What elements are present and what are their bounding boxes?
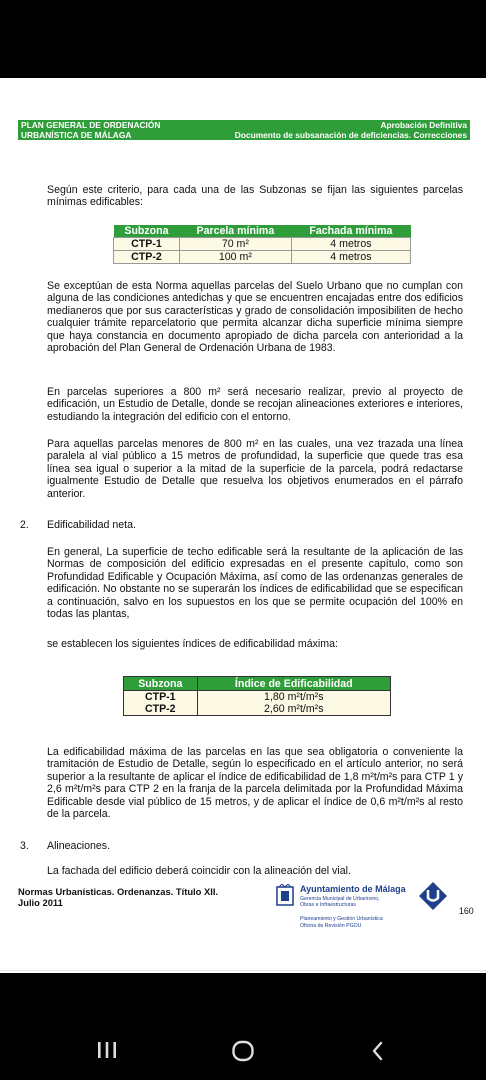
back-icon[interactable]: [370, 1041, 386, 1061]
table1-header-parcela: Parcela mínima: [179, 225, 291, 238]
paragraph-exceptions: Se exceptúan de esta Norma aquellas parcelas del Suelo Urbano que no cumplan con alguna de las condiciones antedichas y que se encuentren encajadas entre dos edificios medianeros que por sus características y grado de consolidación imposibiliten de hecho cualquier trámite reparcelatorio que permita alcanzar dicha superficie mínima siempre que haya constancia en documento apropiado de dicha parcela con anterioridad a la aprobación del Plan General de Ordenación Urbana de 1983.: [47, 280, 463, 355]
table2-cell: CTP-1: [124, 691, 198, 704]
section3-number: 3.: [20, 840, 29, 852]
paragraph-max-edificabilidad: La edificabilidad máxima de las parcelas en las que sea obligatoria o conveniente la tramitación de Estudio de Detalle, según lo especificado en el artículo anterior, no será superior a la resultante de aplicar el índice de edificabilidad de 1,8 m²t/m²s para CTP 1 y 2,6 m²t/m²s para CTP 2 en la franja de la parcela delimitada por la Profundidad Máxima Edificable desde vial público de 15 metros, y de aplicar el índice de 0,6 m²t/m²s al resto de la parcela.: [47, 746, 463, 821]
footer-line1: Normas Urbanísticas. Ordenanzas. Título XII.: [18, 886, 219, 897]
status-bar: [0, 0, 486, 78]
city-crest-icon: [276, 884, 294, 906]
logo-sub1: Gerencia Municipal de Urbanismo,: [300, 896, 380, 902]
table-row: [114, 238, 411, 251]
table1-header-fachada: Fachada mínima: [291, 225, 410, 238]
navigation-bar: [0, 973, 486, 1080]
urbanismo-logo-icon: [419, 882, 447, 910]
table1-cell: CTP-2: [114, 251, 180, 264]
paragraph-small-parcels: Para aquellas parcelas menores de 800 m² en las cuales, una vez trazada una línea paralela al vial público a 15 metros de profundidad, la superficie que quede tras esa línea sea igual o superior a la mitad de la superficie de la parcela, podrá redactarse igualmente Estudio de Detalle que resuelva los objetivos enumerados en el párrafo anterior.: [47, 438, 463, 500]
paragraph-indices-intro: se establecen los siguientes índices de edificabilidad máxima:: [47, 638, 338, 650]
page-number: 160: [459, 906, 474, 916]
footer-left: [18, 886, 218, 908]
table1-cell: 4 metros: [291, 251, 410, 264]
table-row: [124, 691, 391, 704]
section3-title: Alineaciones.: [47, 840, 111, 852]
document-page[interactable]: [0, 78, 486, 973]
header-right: [235, 121, 467, 140]
table1-cell: 100 m²: [179, 251, 291, 264]
document-header: [18, 120, 470, 140]
table2-cell: 2,60 m²t/m²s: [197, 703, 390, 716]
table-row: [124, 703, 391, 716]
header-left: [21, 121, 160, 140]
table2-cell: CTP-2: [124, 703, 198, 716]
table2-header-indice: Índice de Edificabilidad: [197, 677, 390, 691]
table1-header-subzona: Subzona: [114, 225, 180, 238]
logo-title: Ayuntamiento de Málaga: [300, 884, 406, 894]
logo-sub3: Planeamiento y Gestión Urbanística: [300, 916, 383, 922]
intro-paragraph: Según este criterio, para cada una de las Subzonas se fijan las siguientes parcelas mínimas edificables:: [47, 184, 463, 209]
page-divider: [0, 970, 486, 971]
table1-cell: 4 metros: [291, 238, 410, 251]
table1-cell: CTP-1: [114, 238, 180, 251]
footer-line2: Julio 2011: [18, 897, 63, 908]
recent-apps-icon[interactable]: [96, 1040, 118, 1060]
paragraph-edificabilidad: En general, La superficie de techo edificable será la resultante de la aplicación de las Normas de composición del edificio expresadas en el presente capítulo, como son Profundidad Edificable y Ocupación Máxima, así como de las ordenanzas generales de edificación. No obstante no se superarán los índices de edificabilidad que se especifican a continuación, salvo en los supuestos en los que se permite ocupación del 100% en todas las plantas,: [47, 546, 463, 621]
logo-sub4: Oficina de Revisión PGOU: [300, 923, 362, 929]
section2-number: 2.: [20, 519, 29, 531]
edificabilidad-table: [123, 676, 391, 716]
paragraph-large-parcels: En parcelas superiores a 800 m² será necesario realizar, previo al proyecto de edificación, un Estudio de Detalle, donde se recojan alineaciones exteriores e interiores, estudiando la integración del edificio con el entorno.: [47, 386, 463, 423]
table2-cell: 1,80 m²t/m²s: [197, 691, 390, 704]
header-right-line2: Documento de subsanación de deficiencias. Correcciones: [234, 129, 467, 140]
parcel-table: [113, 225, 411, 264]
home-icon[interactable]: [231, 1040, 255, 1062]
header-left-line1: PLAN GENERAL DE ORDENACIÓN: [21, 120, 161, 130]
header-right-line1: Aprobación Definitiva: [380, 120, 467, 130]
table1-cell: 70 m²: [179, 238, 291, 251]
table-row: [114, 251, 411, 264]
paragraph-alineaciones: La fachada del edificio deberá coincidir con la alineación del vial.: [47, 865, 351, 877]
header-left-line2: URBANÍSTICA DE MÁLAGA: [21, 129, 132, 140]
table2-header-subzona: Subzona: [124, 677, 198, 691]
section2-title: Edificabilidad neta.: [47, 519, 136, 531]
logo-sub2: Obras e Infraestructuras: [300, 902, 356, 908]
